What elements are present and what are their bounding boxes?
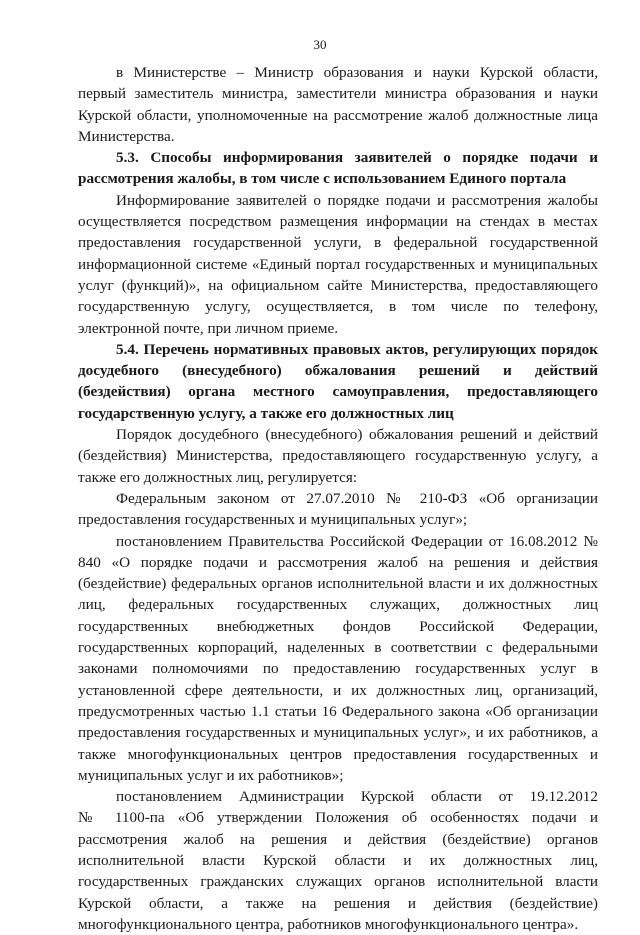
- section-heading-line: государственную услугу, а также его должностных лиц: [78, 404, 454, 422]
- text-line: 840 «О порядке подачи и рассмотрения жалоб на решения и действия: [78, 553, 598, 571]
- text-line: электронной почте, при личном приеме.: [78, 319, 339, 337]
- text-line: законами полномочиями по предоставлению государственных услуг в: [78, 660, 598, 678]
- text-line: муниципальных услуг и их работников»;: [78, 766, 344, 784]
- text-line: первый заместитель министра, заместители министра образования и науки: [78, 85, 598, 103]
- text-line: (бездействие) федеральных органов исполнительной власти и их должностных: [78, 575, 598, 593]
- text-line: также его должностных лиц, регулируется:: [78, 468, 358, 486]
- document-body: [78, 62, 598, 935]
- text-line: Министерства.: [78, 127, 175, 145]
- page-number: 30: [313, 37, 327, 52]
- section-heading-line: рассмотрения жалобы, в том числе с использованием Единого портала: [78, 170, 567, 188]
- text-line: Порядок досудебного (внесудебного) обжалования решений и действий: [116, 426, 598, 444]
- text-line: лиц, федеральных государственных служащих, должностных лиц: [78, 596, 598, 614]
- section-heading-line: 5.3. Способы информирования заявителей о порядке подачи и: [116, 149, 598, 167]
- text-line: установленной сфере деятельности, и их должностных лиц, организаций,: [78, 681, 598, 699]
- text-line: в Министерстве – Министр образования и науки Курской области,: [116, 64, 598, 81]
- text-line: Курской области, уполномоченные на рассмотрение жалоб должностные лица: [78, 106, 598, 124]
- text-line: исполнительной власти Курской области и их должностных лиц,: [78, 851, 598, 869]
- section-heading-line: досудебного (внесудебного) обжалования решений и действий: [78, 362, 598, 380]
- text-line: (бездействия) Министерства, предоставляющего государственную услугу, а: [78, 447, 598, 465]
- text-line: предоставления государственных и муниципальных услуг»;: [78, 511, 468, 529]
- text-line: постановлением Администрации Курской области от 19.12.2012: [116, 788, 598, 806]
- text-line: государственных корпораций, наделенных в соответствии с федеральными: [78, 639, 598, 657]
- text-line: постановлением Правительства Российской Федерации от 16.08.2012 №: [116, 532, 598, 550]
- text-line: Федеральным законом от 27.07.2010 № 210-ФЗ «Об организации: [116, 489, 598, 507]
- text-line: государственных внебюджетных фондов Российской Федерации,: [78, 617, 598, 635]
- text-line: рассмотрения жалоб на решения и действия (бездействие) органов: [78, 830, 598, 848]
- section-heading-line: 5.4. Перечень нормативных правовых актов, регулирующих порядок: [116, 340, 598, 358]
- text-line: предоставления государственных и муниципальных услуг», и их работников, а: [78, 724, 598, 742]
- text-line: услуг (функций)», на официальном сайте Министерства, предоставляющего: [78, 276, 598, 294]
- text-line: государственную услугу, осуществляется, в том числе по телефону,: [78, 298, 598, 316]
- text-line: предоставления государственной услуги, в федеральной государственной: [78, 234, 598, 252]
- text-line: многофункционального центра, работников многофункционального центра».: [78, 915, 579, 933]
- text-line: государственных гражданских служащих органов исполнительной власти: [78, 873, 598, 891]
- text-line: Курской области, а также на решения и действия (бездействие): [78, 894, 598, 912]
- text-line: информационной системе «Единый портал государственных и муниципальных: [78, 255, 598, 273]
- text-line: осуществляется посредством размещения информации на стендах в местах: [78, 213, 598, 231]
- text-line: № 1100-па «Об утверждении Положения об особенностях подачи и: [78, 809, 598, 827]
- text-line: также многофункциональных центров предоставления государственных и: [78, 745, 598, 763]
- text-line: Информирование заявителей о порядке подачи и рассмотрения жалобы: [116, 191, 598, 209]
- section-heading-line: (бездействия) органа местного самоуправления, предоставляющего: [78, 383, 598, 401]
- text-line: предусмотренных частью 1.1 статьи 16 Федерального закона «Об организации: [78, 702, 598, 720]
